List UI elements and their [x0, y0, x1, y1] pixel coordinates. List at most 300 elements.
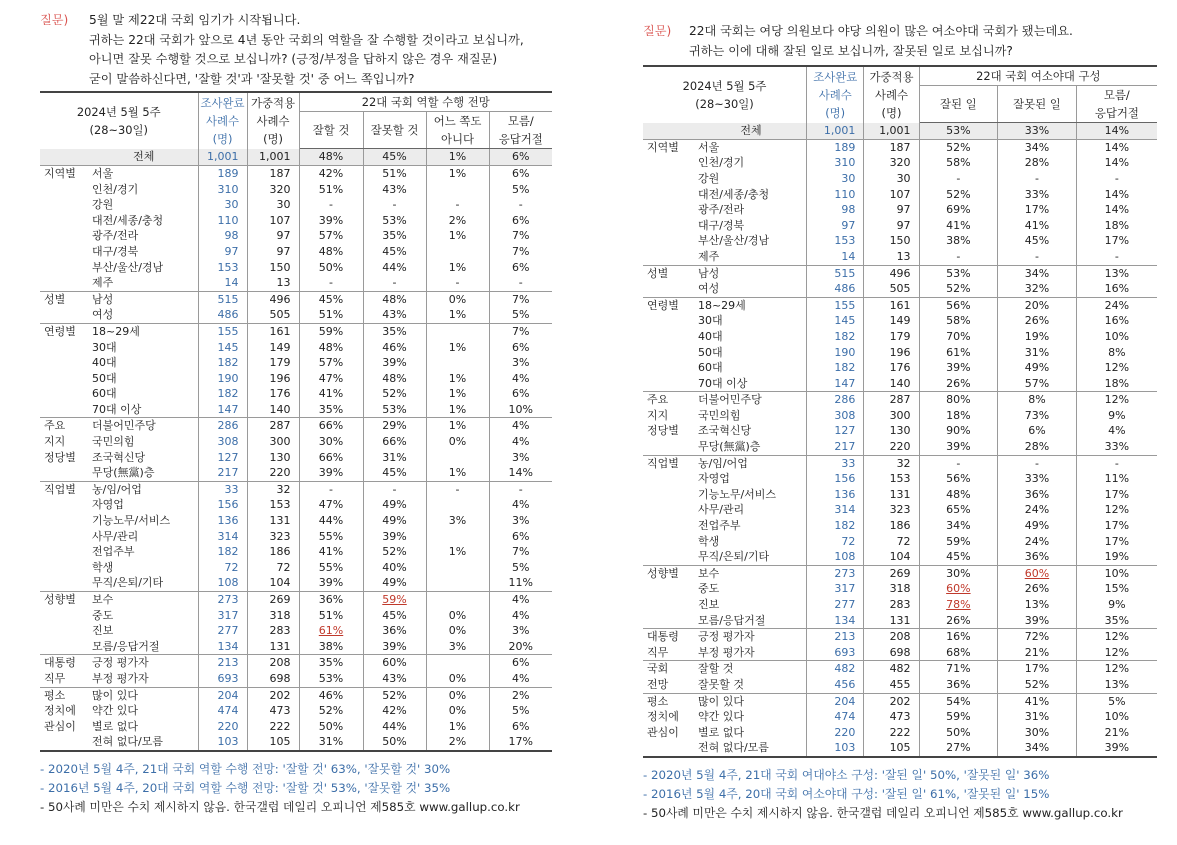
- percent-cell: 28%: [998, 155, 1077, 171]
- table-row: [643, 408, 1157, 424]
- row-label: 18~29세: [88, 323, 198, 339]
- surveyed-count: 108: [198, 575, 247, 591]
- percent-cell: 4%: [489, 418, 552, 434]
- row-label: 강원: [694, 171, 807, 187]
- table-row: [643, 313, 1157, 329]
- percent-cell: 10%: [1104, 329, 1130, 343]
- percent-cell: 7%: [489, 323, 552, 339]
- row-label: 인천/경기: [694, 155, 807, 171]
- row-label: 기능노무/서비스: [88, 513, 198, 529]
- surveyed-count: 474: [807, 709, 864, 725]
- percent-cell: 44%: [363, 260, 426, 276]
- percent-cell: [299, 623, 363, 639]
- percent-cell: 61%: [919, 345, 998, 361]
- percent-cell: 21%: [1104, 725, 1130, 739]
- percent-cell: 36%: [998, 549, 1077, 565]
- row-label: 부정 평가자: [88, 671, 198, 687]
- table-row: [40, 371, 552, 387]
- table-row: [40, 260, 552, 276]
- row-label: 별로 없다: [88, 719, 198, 735]
- weighted-count: 104: [864, 549, 919, 565]
- group-label: [40, 513, 88, 529]
- surveyed-count: 33: [198, 481, 247, 497]
- surveyed-count: 33: [807, 455, 864, 471]
- percent-cell: 26%: [998, 313, 1077, 329]
- percent-cell: 34%: [998, 139, 1077, 155]
- group-label: [40, 529, 88, 545]
- weighted-count: 186: [864, 518, 919, 534]
- surveyed-count: 14: [198, 275, 247, 291]
- percent-cell: -: [363, 481, 426, 497]
- surveyed-count: 213: [198, 655, 247, 671]
- weighted-count: 13: [864, 249, 919, 265]
- row-label: 중도: [694, 581, 807, 597]
- percent-cell: 35%: [1104, 613, 1130, 627]
- table-row: [40, 497, 552, 513]
- row-label: 대구/경북: [88, 244, 198, 260]
- percent-cell: 30%: [299, 434, 363, 450]
- percent-cell: -: [363, 275, 426, 291]
- table-row: [643, 249, 1157, 265]
- weighted-count: 287: [247, 418, 299, 434]
- row-label: 학생: [694, 534, 807, 550]
- percent-cell: 1%: [426, 149, 489, 166]
- row-label: 70대 이상: [88, 402, 198, 418]
- percent-cell: 14%: [1076, 139, 1157, 155]
- question-line: 5월 말 제22대 국회 임기가 시작됩니다.: [89, 13, 301, 27]
- group-label: [643, 155, 694, 171]
- percent-cell: -: [1114, 249, 1119, 263]
- percent-cell: 39%: [919, 360, 998, 376]
- table-row: [40, 340, 552, 356]
- weighted-count: 131: [864, 613, 919, 629]
- surveyed-count: 182: [198, 355, 247, 371]
- question-line: 22대 국회는 여당 의원보다 야당 의원이 많은 여소야대 국회가 됐는데요.: [689, 24, 1073, 38]
- weighted-count: 176: [864, 360, 919, 376]
- table-row: [40, 734, 552, 751]
- row-label: 모름/응답거절: [694, 613, 807, 629]
- total-row: [40, 149, 552, 166]
- surveyed-count: 515: [807, 265, 864, 281]
- table-row: [643, 329, 1157, 345]
- surveyed-count: 277: [807, 597, 864, 613]
- group-label: 연령별: [643, 297, 694, 313]
- percent-cell: 42%: [363, 703, 426, 719]
- percent-cell: 51%: [299, 182, 363, 198]
- row-label: 조국혁신당: [694, 423, 807, 439]
- percent-cell: 5%: [512, 308, 530, 322]
- percent-cell: 73%: [998, 408, 1077, 424]
- percent-cell: 52%: [919, 139, 998, 155]
- table-row: [643, 281, 1157, 297]
- surveyed-count: 217: [807, 439, 864, 455]
- table-row: [643, 740, 1157, 757]
- surveyed-count: 308: [198, 434, 247, 450]
- group-label: [40, 371, 88, 387]
- group-label: [643, 534, 694, 550]
- table-row: [643, 187, 1157, 203]
- weighted-count: 482: [864, 661, 919, 677]
- percent-cell: 5%: [512, 560, 530, 574]
- group-label: [40, 497, 88, 513]
- percent-cell: 17%: [998, 202, 1077, 218]
- group-label: 정당별: [647, 424, 679, 438]
- percent-cell: [426, 560, 489, 576]
- percent-cell: 17%: [998, 661, 1077, 677]
- percent-cell: 38%: [919, 233, 998, 249]
- group-label: [643, 439, 694, 455]
- group-label: 직무: [44, 671, 66, 685]
- percent-cell: 35%: [363, 323, 426, 339]
- table-row: [40, 703, 552, 719]
- group-label: [40, 228, 88, 244]
- percent-cell: 65%: [919, 502, 998, 518]
- row-label: 서울: [694, 139, 807, 155]
- weighted-count: 107: [247, 213, 299, 229]
- weighted-count: 104: [247, 575, 299, 591]
- percent-cell: 45%: [363, 608, 426, 624]
- percent-cell: 6%: [512, 260, 530, 274]
- percent-cell: 40%: [363, 560, 426, 576]
- percent-cell: 35%: [299, 402, 363, 418]
- row-label: 강원: [88, 197, 198, 213]
- group-label: [643, 187, 694, 203]
- percent-cell: 48%: [299, 244, 363, 260]
- surveyed-count: 486: [198, 307, 247, 323]
- group-label: 전망: [647, 677, 669, 691]
- surveyed-count: 310: [198, 182, 247, 198]
- table-row: [643, 345, 1157, 361]
- row-label: 더불어민주당: [694, 392, 807, 408]
- percent-cell: 49%: [363, 513, 426, 529]
- group-label: [40, 182, 88, 198]
- percent-cell: 17%: [1104, 519, 1130, 533]
- table-row: [643, 693, 1157, 709]
- group-label: [40, 340, 88, 356]
- percent-cell: 45%: [363, 465, 426, 481]
- percent-cell: 17%: [1104, 534, 1130, 548]
- percent-cell: 24%: [998, 534, 1077, 550]
- table-row: [643, 171, 1157, 187]
- surveyed-count: 182: [807, 518, 864, 534]
- percent-cell: 6%: [512, 529, 530, 543]
- percent-cell: 90%: [919, 423, 998, 439]
- percent-cell: 20%: [508, 639, 533, 653]
- percent-cell: 12%: [1076, 629, 1157, 645]
- table-row: [643, 218, 1157, 234]
- percent-cell: 57%: [299, 228, 363, 244]
- group-label: [643, 249, 694, 265]
- surveyed-count: 145: [198, 340, 247, 356]
- percent-cell: 58%: [919, 155, 998, 171]
- group-label: [643, 487, 694, 503]
- weighted-count: 13: [247, 275, 299, 291]
- percent-cell: 14%: [1104, 156, 1130, 170]
- table-row: [40, 213, 552, 229]
- percent-cell: 50%: [363, 734, 426, 751]
- table-row: [40, 386, 552, 402]
- percent-cell: 6%: [512, 213, 530, 227]
- table-row: [643, 613, 1157, 629]
- weighted-count: 202: [247, 687, 299, 703]
- surveyed-count: 277: [198, 623, 247, 639]
- group-label: 성향별: [643, 565, 694, 581]
- percent-cell: 4%: [512, 435, 530, 449]
- percent-cell: 3%: [512, 450, 530, 464]
- row-label: 전체: [88, 149, 198, 166]
- surveyed-count: 136: [807, 487, 864, 503]
- percent-cell: 6%: [512, 340, 530, 354]
- percent-cell: 16%: [1104, 282, 1130, 296]
- percent-cell: 66%: [299, 418, 363, 434]
- row-label: 30대: [88, 340, 198, 356]
- group-label: [643, 740, 694, 757]
- table-row: [643, 549, 1157, 565]
- weighted-count-header: 가중적용 사례수 (명): [247, 92, 299, 149]
- surveyed-count: 273: [807, 565, 864, 581]
- percent-cell: 34%: [998, 740, 1077, 757]
- period-label: 2024년 5월 5주: [76, 105, 161, 120]
- table-row: [40, 418, 552, 434]
- percent-cell: 53%: [363, 402, 426, 418]
- group-label: [643, 123, 694, 140]
- percent-cell: 31%: [998, 709, 1077, 725]
- group-label: [40, 544, 88, 560]
- group-label: [643, 281, 694, 297]
- percent-cell: 53%: [363, 213, 426, 229]
- table-row: [40, 671, 552, 687]
- weighted-count: 97: [247, 228, 299, 244]
- surveyed-count: 72: [807, 534, 864, 550]
- percent-cell: 2%: [426, 734, 489, 751]
- table-row: [40, 639, 552, 655]
- surveyed-count: 515: [198, 291, 247, 307]
- surveyed-count: 127: [198, 450, 247, 466]
- row-label: 긍정 평가자: [694, 629, 807, 645]
- surveyed-count-header: 조사완료 사례수 (명): [198, 92, 247, 149]
- weighted-count: 283: [864, 597, 919, 613]
- percent-cell: 15%: [1104, 582, 1130, 596]
- weighted-count: 220: [247, 465, 299, 481]
- percent-cell: 6%: [512, 387, 530, 401]
- table-row: [40, 655, 552, 671]
- period-dates: (28~30일): [695, 96, 754, 111]
- percent-cell: [426, 655, 489, 671]
- percent-cell: 44%: [363, 719, 426, 735]
- percent-cell: 6%: [489, 165, 552, 181]
- weighted-count: 222: [864, 725, 919, 741]
- weighted-count: 179: [864, 329, 919, 345]
- group-label: [40, 560, 88, 576]
- row-label: 여성: [88, 307, 198, 323]
- percent-cell: 1%: [426, 544, 489, 560]
- percent-cell: 13%: [1104, 677, 1130, 691]
- weighted-count: 300: [247, 434, 299, 450]
- surveyed-count: 1,001: [198, 149, 247, 166]
- row-label: 보수: [88, 592, 198, 608]
- percent-cell: 7%: [512, 244, 530, 258]
- highlighted-value: 60%: [1024, 566, 1050, 580]
- question-lines: [89, 11, 552, 89]
- period-header: [643, 66, 807, 123]
- surveyed-count: 693: [807, 645, 864, 661]
- percent-cell: 6%: [489, 655, 552, 671]
- period-dates: (28~30일): [89, 123, 148, 138]
- row-label: 자영업: [88, 497, 198, 513]
- percent-cell: 59%: [919, 534, 998, 550]
- group-label: [40, 275, 88, 291]
- percent-cell: 14%: [1104, 203, 1130, 217]
- question-block: [643, 22, 1157, 61]
- group-title-header: 22대 국회 역할 수행 전망: [299, 92, 552, 112]
- table-row: [643, 677, 1157, 693]
- percent-cell: 13%: [998, 597, 1077, 613]
- row-label: 무직/은퇴/기타: [694, 549, 807, 565]
- row-label: 50대: [694, 345, 807, 361]
- percent-cell: 12%: [1076, 392, 1157, 408]
- group-label: [40, 465, 88, 481]
- table-row: [643, 376, 1157, 392]
- weighted-count: 208: [864, 629, 919, 645]
- weighted-count: 318: [247, 608, 299, 624]
- percent-cell: 48%: [299, 340, 363, 356]
- question-line: 아니면 잘못 수행할 것으로 보십니까? (긍정/부정을 답하지 않은 경우 재질문): [89, 52, 498, 67]
- table-row: [643, 645, 1157, 661]
- surveyed-count: 273: [198, 592, 247, 608]
- table-row: [643, 581, 1157, 597]
- percent-cell: 3%: [512, 624, 530, 638]
- percent-cell: 34%: [919, 518, 998, 534]
- group-label: [643, 218, 694, 234]
- percent-cell: 41%: [998, 218, 1077, 234]
- surveyed-count: 147: [198, 402, 247, 418]
- row-label: 무당(無黨)층: [694, 439, 807, 455]
- percent-cell: 12%: [1076, 661, 1157, 677]
- percent-cell: 14%: [508, 466, 533, 480]
- percent-cell: 46%: [299, 687, 363, 703]
- percent-cell: [363, 592, 426, 608]
- percent-cell: 11%: [508, 576, 533, 590]
- weighted-count: 196: [864, 345, 919, 361]
- percent-cell: -: [299, 275, 363, 291]
- group-label: 평소: [40, 687, 88, 703]
- percent-cell: 59%: [919, 709, 998, 725]
- percent-cell: 43%: [363, 182, 426, 198]
- percent-cell: 39%: [299, 465, 363, 481]
- group-label: [643, 581, 694, 597]
- footnote: - 50사례 미만은 수치 제시하지 않음. 한국갤럽 데일리 오피니언 제585호 www.gallup.co.kr: [40, 799, 520, 814]
- row-label: 무당(無黨)층: [88, 465, 198, 481]
- highlighted-value: 61%: [318, 624, 344, 638]
- table-row: [40, 228, 552, 244]
- group-label: [643, 376, 694, 392]
- table-row: [643, 502, 1157, 518]
- percent-cell: -: [299, 197, 363, 213]
- table-row: [40, 291, 552, 307]
- group-label: [643, 597, 694, 613]
- percent-cell: 1%: [426, 340, 489, 356]
- weighted-count: 287: [864, 392, 919, 408]
- group-label: 성향별: [40, 592, 88, 608]
- group-label: [40, 402, 88, 418]
- percent-cell: -: [518, 276, 523, 290]
- percent-cell: [426, 575, 489, 591]
- table-row: [40, 275, 552, 291]
- footnote: - 2016년 5월 4주, 20대 국회 여소야대 구성: '잘된 일' 61%, '잘못된 일' 15%: [643, 786, 1050, 801]
- group-label: [40, 575, 88, 591]
- row-label: 무직/은퇴/기타: [88, 575, 198, 591]
- surveyed-count: 220: [807, 725, 864, 741]
- percent-cell: 24%: [1076, 297, 1157, 313]
- percent-cell: 52%: [363, 687, 426, 703]
- weighted-count: 698: [247, 671, 299, 687]
- weighted-count: 140: [864, 376, 919, 392]
- weighted-count: 107: [864, 187, 919, 203]
- row-label: 광주/전라: [88, 228, 198, 244]
- percent-cell: 68%: [919, 645, 998, 661]
- percent-cell: -: [998, 455, 1077, 471]
- table-row: [40, 687, 552, 703]
- percent-cell: 1%: [426, 465, 489, 481]
- percent-cell: -: [1114, 171, 1119, 185]
- percent-cell: 53%: [919, 265, 998, 281]
- row-label: 서울: [88, 165, 198, 181]
- weighted-count: 105: [247, 734, 299, 751]
- surveyed-count: 482: [807, 661, 864, 677]
- percent-cell: 52%: [299, 703, 363, 719]
- surveyed-count: 153: [807, 233, 864, 249]
- surveyed-count: 190: [198, 371, 247, 387]
- percent-cell: 41%: [299, 544, 363, 560]
- weighted-count: 150: [247, 260, 299, 276]
- percent-cell: 36%: [363, 623, 426, 639]
- surveyed-count: 204: [198, 687, 247, 703]
- left-panel: [40, 0, 552, 817]
- weighted-count: 131: [247, 639, 299, 655]
- surveyed-count: 182: [198, 386, 247, 402]
- percent-cell: 11%: [1104, 472, 1130, 486]
- group-label: [40, 149, 88, 166]
- surveyed-count: 1,001: [807, 123, 864, 140]
- percent-cell: 5%: [512, 704, 530, 718]
- group-label: [40, 307, 88, 323]
- surveyed-count: 314: [198, 529, 247, 545]
- percent-cell: -: [363, 197, 426, 213]
- percent-cell: 52%: [919, 187, 998, 203]
- percent-cell: 39%: [363, 355, 426, 371]
- group-label: 직무: [647, 645, 669, 659]
- percent-cell: 10%: [1104, 710, 1130, 724]
- group-label: 주요: [40, 418, 88, 434]
- row-label: 전혀 없다/모름: [88, 734, 198, 751]
- percent-cell: 1%: [426, 386, 489, 402]
- percent-cell: 38%: [299, 639, 363, 655]
- percent-cell: 6%: [998, 423, 1077, 439]
- answer-column-header: 잘못할 것: [363, 112, 426, 149]
- percent-cell: 6%: [489, 149, 552, 166]
- percent-cell: 27%: [919, 740, 998, 757]
- weighted-count: 149: [247, 340, 299, 356]
- table-row: [40, 465, 552, 481]
- row-label: 약간 있다: [694, 709, 807, 725]
- group-label: 관심이: [44, 719, 76, 733]
- surveyed-count: 310: [807, 155, 864, 171]
- percent-cell: 21%: [998, 645, 1077, 661]
- group-label: 주요: [643, 392, 694, 408]
- surveyed-count: 155: [807, 297, 864, 313]
- row-label: 40대: [694, 329, 807, 345]
- percent-cell: 35%: [363, 228, 426, 244]
